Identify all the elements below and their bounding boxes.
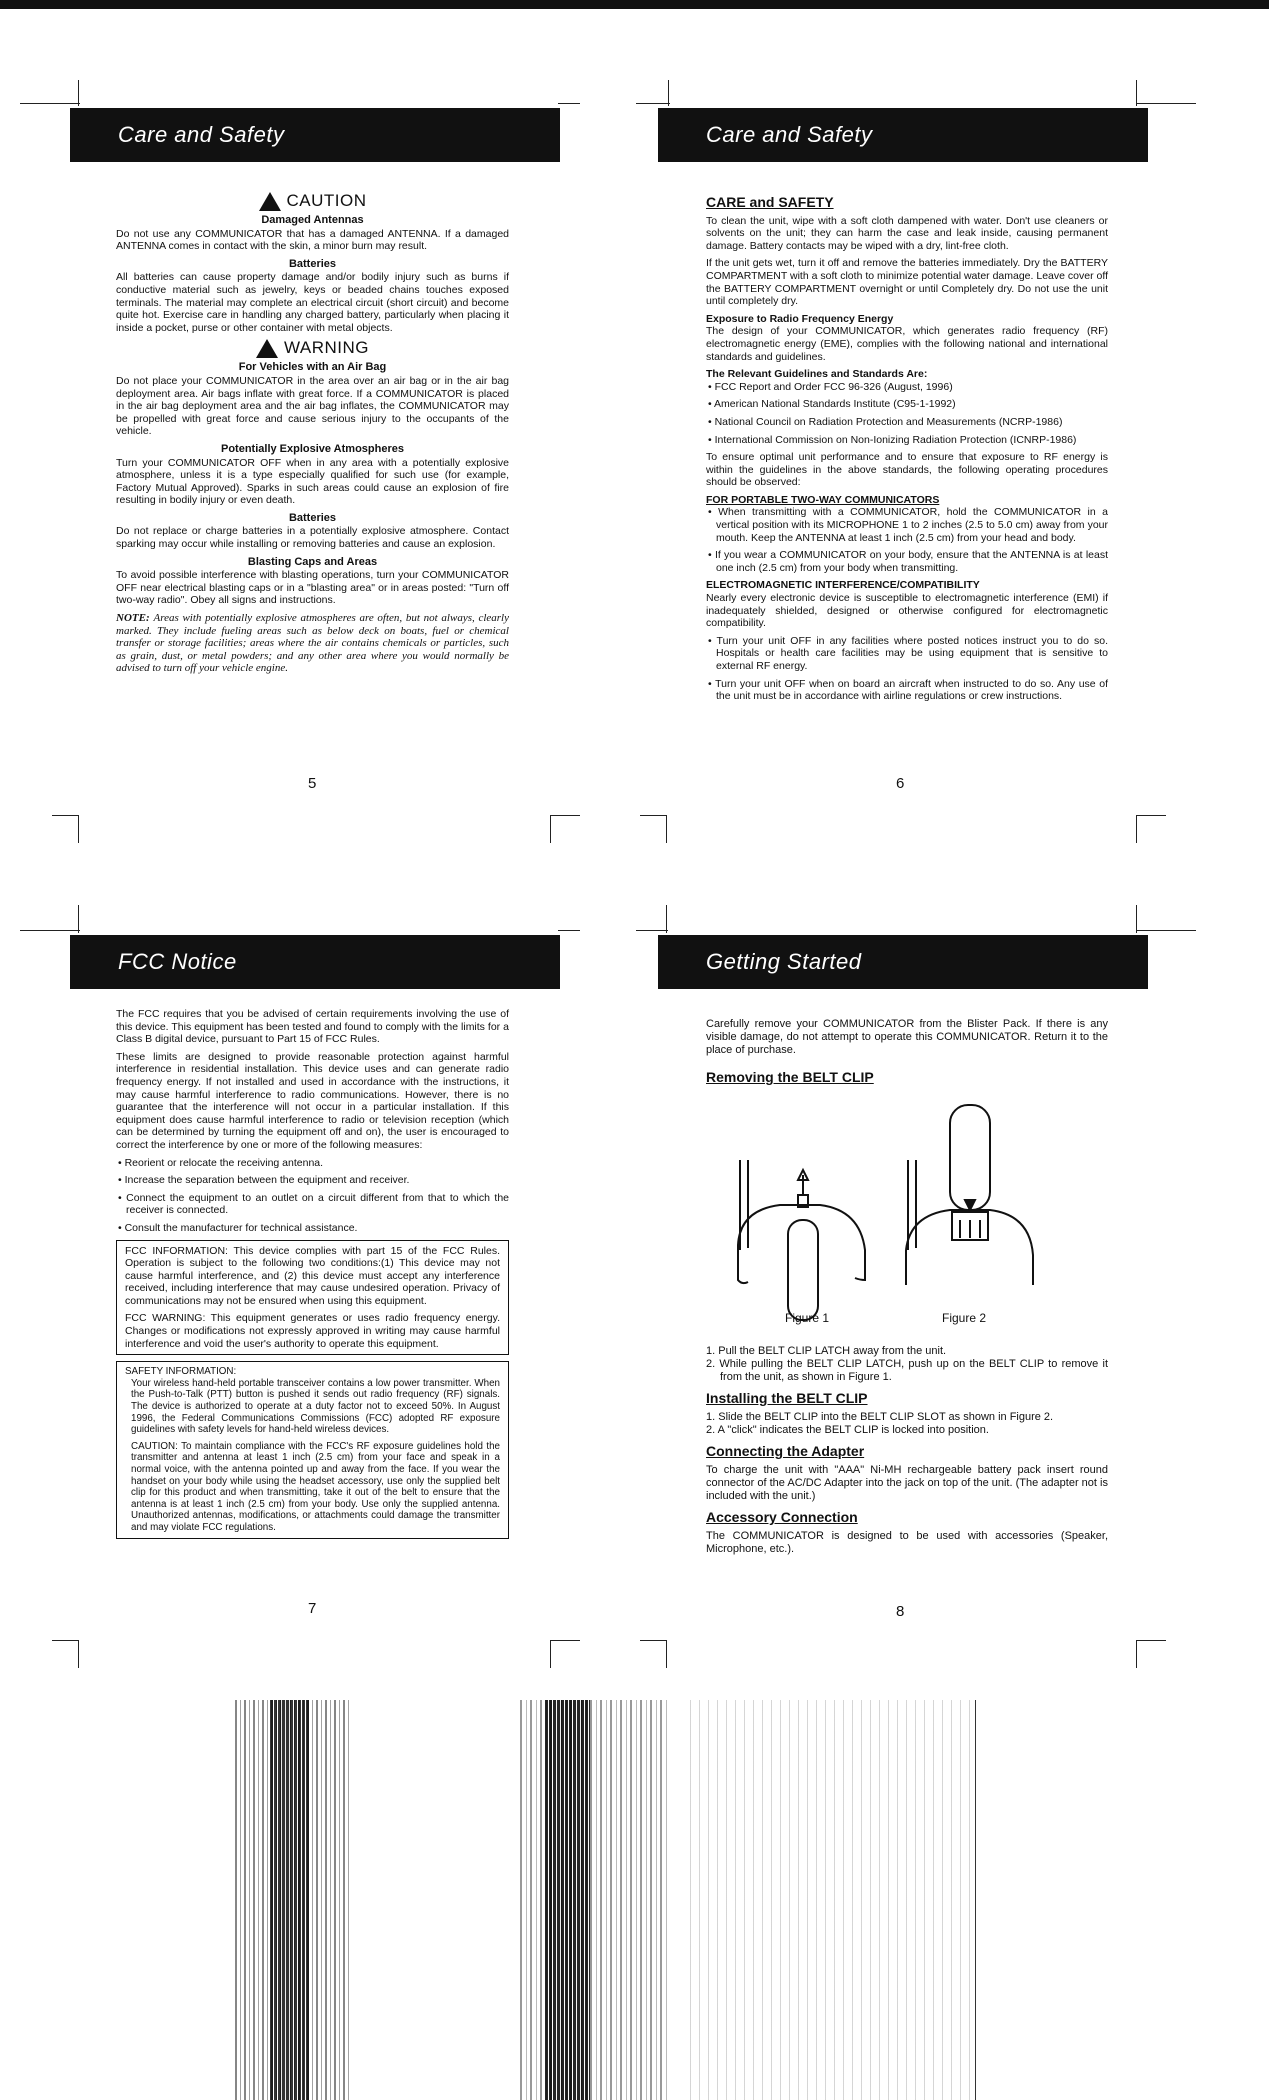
crop-mark: [1136, 815, 1137, 843]
page6-banner: Care and Safety: [658, 108, 1148, 162]
crop-mark: [78, 905, 79, 933]
crop-mark: [1136, 905, 1137, 933]
section-heading: Connecting the Adapter: [706, 1443, 865, 1459]
paragraph: Do not place your COMMUNICATOR in the area over an air bag or in the air bag deployment area. Air bags inflate with great force. If a COMMUNICATOR is placed in the air bag deployment area and the air bag inflates, the COMMUNICATOR may be propelled with great force and cause serious injury to the occupants of the vehicle.: [116, 374, 509, 438]
scan-noise: [270, 1700, 310, 2100]
fcc-information-box: [116, 1240, 509, 1356]
page-number: 5: [308, 775, 317, 792]
list-item: • American National Standards Institute (C95-1-1992): [708, 398, 956, 411]
paragraph: To ensure optimal unit performance and to ensure that exposure to RF energy is within the guidelines in the above standards, the following operating procedures should be observed:: [706, 451, 1108, 489]
paragraph: To avoid possible interference with blasting operations, turn your COMMUNICATOR OFF near electrical blasting caps or in a "blasting area" or in areas posted: "Turn off two-way radio". Obey all signs and instructions.: [116, 569, 509, 607]
page-number: 6: [896, 775, 905, 792]
paragraph: FCC WARNING: This equipment generates or uses radio frequency energy. Changes or modifications not expressly approved in writing may cause harmful interference and void the user's authority to operate this equipment.: [125, 1312, 500, 1350]
list-item: • Reorient or relocate the receiving antenna.: [118, 1156, 324, 1169]
section-title: Potentially Explosive Atmospheres: [221, 442, 404, 455]
list-item: • If you wear a COMMUNICATOR on your body, ensure that the ANTENNA is at least one inch (2.5 cm) from your body when transmitting.: [708, 549, 1108, 574]
figure2-drawing: [906, 1105, 1033, 1285]
section-title: ELECTROMAGNETIC INTERFERENCE/COMPATIBILITY: [706, 579, 980, 592]
crop-mark: [1136, 1640, 1137, 1668]
section-heading: Removing the BELT CLIP: [706, 1069, 874, 1085]
list-item: • National Council on Radiation Protection and Measurements (NCRP-1986): [708, 415, 1063, 428]
page8-intro: [706, 1018, 1108, 1090]
list-item: • Increase the separation between the equipment and receiver.: [118, 1174, 410, 1187]
paragraph: FCC INFORMATION: This device complies with part 15 of the FCC Rules. Operation is subject to the following two conditions:(1) This device may not cause harmful interference, and (2) this device must accept any interference received, including interference that may cause undesired operation. Privacy of communications may not be ensured when using this equipment.: [125, 1244, 500, 1307]
crop-mark: [666, 815, 667, 843]
scan-noise: [545, 1700, 590, 2100]
crop-mark: [666, 1640, 667, 1668]
section-title: Damaged Antennas: [261, 214, 364, 226]
list-item: • Turn your unit OFF in any facilities where posted notices instruct you to do so. Hospitals or health care facilities may be using equipment that is sensitive to external RF energy.: [708, 634, 1108, 672]
section-heading: Installing the BELT CLIP: [706, 1390, 868, 1406]
crop-mark: [20, 930, 80, 931]
crop-mark: [558, 930, 580, 931]
list-item: • Turn your unit OFF when on board an aircraft when instructed to do so. Any use of the unit must be in accordance with airline regulations or crew instructions.: [708, 677, 1108, 703]
warning-triangle-icon: [259, 192, 281, 211]
list-item: • International Commission on Non-Ionizing Radiation Protection (ICNRP-1986): [708, 433, 1077, 446]
scan-noise: [520, 1700, 670, 2100]
warning-heading: WARNING: [116, 339, 509, 358]
section-title: Batteries: [288, 257, 337, 270]
top-scan-edge: [0, 0, 1269, 9]
list-item: • Consult the manufacturer for technical assistance.: [118, 1221, 358, 1234]
crop-mark: [550, 1640, 580, 1641]
crop-mark: [550, 1640, 551, 1668]
list-item: 1. Pull the BELT CLIP LATCH away from the unit.: [706, 1345, 947, 1357]
crop-mark: [558, 103, 580, 104]
crop-mark: [636, 103, 670, 104]
section-title: Blasting Caps and Areas: [247, 555, 378, 568]
figure1-drawing: [738, 1160, 865, 1320]
paragraph: These limits are designed to provide reasonable protection against harmful interference in residential installation. This device uses and can generate radio frequency energy. If not installed and used in accordance with the instructions, it may cause harmful interference to radio communications. However, there is no guarantee that the interference will not occur in a particular installation. If this equipment does cause harmful interference to radio or television reception (which can be determined by turning the equipment off and on), the user is encouraged to correct the interference by one or more of the following measures:: [116, 1050, 509, 1151]
crop-mark: [1136, 1640, 1166, 1641]
scan-noise: [690, 1700, 970, 2100]
page-number: 7: [308, 1600, 317, 1617]
crop-mark: [78, 815, 79, 843]
note: NOTE: Areas with potentially explosive atmospheres are often, but not always, clearly marked. They include fueling areas such as below deck on boats, fuel or chemical transfer or storage facilities; areas where the air contains chemicals or particles, such as grain, dust, or metal powders; and any other area where you would normally be advised to turn off your vehicle engine.: [116, 612, 509, 675]
scan-noise: [975, 1700, 976, 2100]
page5-body: [116, 188, 509, 680]
list-item: 2. While pulling the BELT CLIP LATCH, push up on the BELT CLIP to remove it from the unit, as shown in Figure 1.: [706, 1358, 1108, 1383]
paragraph: The design of your COMMUNICATOR, which generates radio frequency (RF) electromagnetic energy (EME), complies with the following national and international standards and guidelines.: [706, 325, 1108, 363]
page7-banner: FCC Notice: [70, 935, 560, 989]
paragraph: Your wireless hand-held portable transceiver contains a low power transmitter. When the Push-to-Talk (PTT) button is pushed it sends out radio frequency (RF) signals. The device is authorized to operate at a duty factor not to exceed 50%. In August 1996, the Federal Communications Commissions (FCC) adopted RF exposure guidelines with safety levels for hand-held wireless devices.: [131, 1377, 500, 1436]
crop-mark: [636, 930, 668, 931]
section-title: Batteries: [288, 511, 337, 524]
list-item: • Connect the equipment to an outlet on a circuit different from that to which the receiver is connected.: [118, 1191, 510, 1217]
paragraph: If the unit gets wet, turn it off and remove the batteries immediately. Dry the BATTERY COMPARTMENT with a soft cloth to minimize potential water damage. Leave cover off the BATTERY COMPARTMENT overnight or until Completely dry. Do not use the unit until completely dry.: [706, 257, 1108, 308]
page5-banner: Care and Safety: [70, 108, 560, 162]
paragraph: The COMMUNICATOR is designed to be used with accessories (Speaker, Microphone, etc.).: [706, 1530, 1108, 1555]
crop-mark: [52, 815, 78, 816]
crop-mark: [1136, 930, 1196, 931]
crop-mark: [78, 1640, 79, 1668]
paragraph: To clean the unit, wipe with a soft cloth dampened with water. Don't use cleaners or solvents on the unit; they can harm the case and leak inside, causing permanent damage. Battery contacts may be wiped with a dry, lint-free cloth.: [706, 214, 1108, 252]
warning-triangle-icon: [256, 339, 278, 358]
page8-body: [706, 1345, 1108, 1561]
page-number: 8: [896, 1603, 905, 1620]
crop-mark: [1136, 815, 1166, 816]
section-heading: Accessory Connection: [706, 1509, 858, 1525]
list-item: 2. A "click" indicates the BELT CLIP is locked into position.: [706, 1424, 989, 1436]
section-title: For Vehicles with an Air Bag: [238, 361, 387, 374]
figure1-label: Figure 1: [785, 1311, 830, 1325]
crop-mark: [52, 1640, 78, 1641]
paragraph: Do not replace or charge batteries in a potentially explosive atmosphere. Contact sparking may occur while installing or removing batteries and cause an explosion.: [116, 525, 509, 551]
crop-mark: [640, 1640, 666, 1641]
section-title: Exposure to Radio Frequency Energy: [706, 312, 894, 325]
crop-mark: [1136, 103, 1196, 104]
page6-body: [706, 188, 1108, 708]
paragraph: Nearly every electronic device is susceptible to electromagnetic interference (EMI) if inadequately shielded, designed or otherwise configured for electromagnetic compatibility.: [706, 592, 1108, 630]
list-item: • FCC Report and Order FCC 96-326 (August, 1996): [708, 380, 953, 393]
section-title: FOR PORTABLE TWO-WAY COMMUNICATORS: [706, 493, 940, 506]
section-heading: CARE and SAFETY: [706, 194, 834, 210]
safety-information-box: [116, 1361, 509, 1538]
crop-mark: [640, 815, 666, 816]
crop-mark: [550, 815, 551, 843]
crop-mark: [550, 815, 580, 816]
section-title: SAFETY INFORMATION:: [125, 1366, 237, 1378]
list-item: 1. Slide the BELT CLIP into the BELT CLIP SLOT as shown in Figure 2.: [706, 1411, 1054, 1423]
paragraph: Turn your COMMUNICATOR OFF when in any area with a potentially explosive atmosphere, unless it is a type especially qualified for such use (for example, Factory Mutual Approved). Sparks in such areas could cause an explosion of fire resulting in bodily injury or even death.: [116, 456, 509, 507]
paragraph: Carefully remove your COMMUNICATOR from the Blister Pack. If there is any visible damage, do not attempt to operate this COMMUNICATOR. Return it to the place of purchase.: [706, 1018, 1108, 1056]
paragraph: To charge the unit with "AAA" Ni-MH rechargeable battery pack insert round connector of the AC/DC Adapter into the jack on top of the unit. (The adapter not is included with the unit.): [706, 1464, 1108, 1502]
crop-mark: [666, 905, 667, 933]
crop-mark: [20, 103, 80, 104]
paragraph: Do not use any COMMUNICATOR that has a damaged ANTENNA. If a damaged ANTENNA comes in contact with the skin, a minor burn may result.: [116, 227, 509, 253]
figure2-label: Figure 2: [942, 1311, 987, 1325]
caution-heading: CAUTION: [116, 192, 509, 211]
belt-clip-figures: [720, 1100, 1100, 1330]
page8-banner: Getting Started: [658, 935, 1148, 989]
section-title: The Relevant Guidelines and Standards Are:: [706, 368, 928, 381]
paragraph: The FCC requires that you be advised of certain requirements involving the use of this device. This equipment has been tested and found to comply with the limits for a Class B digital device, pursuant to Part 15 of FCC Rules.: [116, 1008, 509, 1046]
paragraph: CAUTION: To maintain compliance with the FCC's RF exposure guidelines hold the transmitter and antenna at least 1 inch (2.5 cm) from your face and speak in a normal voice, with the antenna pointed up and away from the face. If you wear the handset on your body while using the headset accessory, use only the supplied belt clip for this product and when transmitting, take it out of the belt to ensure that the antenna is at least 1 inch (2.5 cm) from your body. Use only the supplied antenna. Unauthorized antennas, modifications, or attachments could damage the transmitter and may violate FCC regulations.: [131, 1440, 500, 1533]
page7-body: [116, 1008, 509, 1545]
list-item: • When transmitting with a COMMUNICATOR, hold the COMMUNICATOR in a vertical position with its MICROPHONE 1 to 2 inches (2.5 to 5.0 cm) away from your mouth. Keep the ANTENNA at least 1 inch (2.5 cm) from your head and body.: [708, 506, 1109, 544]
paragraph: All batteries can cause property damage and/or bodily injury such as burns if conductive material such as jewelry, keys or beaded chains touches exposed terminals. The material may complete an electrical circuit (short circuit) and become quite hot. Exercise care in handling any charged battery, particularly when placing it inside a pocket, purse or other container with metal objects.: [116, 271, 509, 334]
